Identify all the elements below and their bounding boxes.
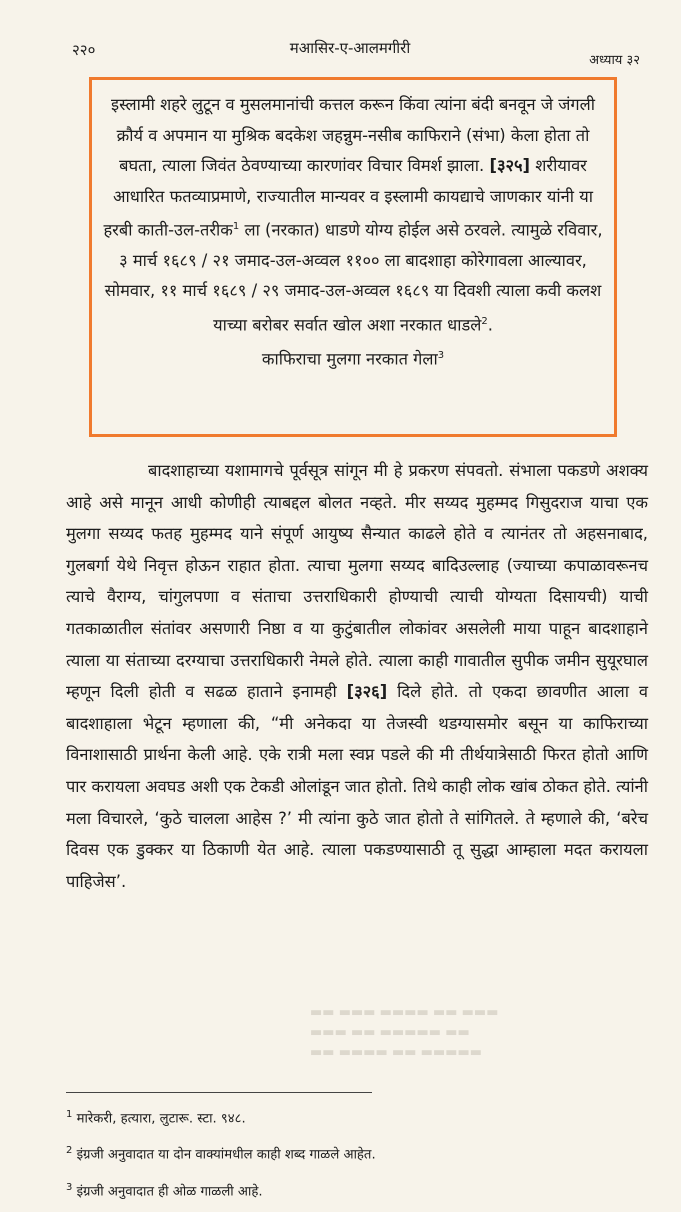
footnote-divider xyxy=(66,1092,372,1093)
page-number: २२० xyxy=(72,41,96,59)
footnote-text: इंग्रजी अनुवादात ही ओळ गाळली आहे. xyxy=(76,1184,263,1200)
body-part-1: बादशाहाच्या यशामागचे पूर्वसूत्र सांगून मी हे प्रकरण संपवतो. संभाला पकडणे अशक्य आहे असे मानून आधी कोणीही त्याबद्दल बोलत नव्हते. मीर सय्यद मुहम्मद गिसुदराज याचा एक मुलगा सय्यद फतह मुहम्मद याने संपूर्ण आयुष्य सैन्यात काढले होते व त्यानंतर तो अहसनाबाद, गुलबर्गा येथे निवृत्त होऊन राहात होता. त्याचा मुलगा सय्यद बादिउल्लाह (ज्याच्या कपाळावरूनच त्याचे वैराग्य, चांगुलपणा व संताचा उत्तराधिकारी होण्याची त्याची योग्यता दिसायची) याची गतकाळातील संतांवर असणारी निष्ठा व या कुटुंबातील लोकांवर असलेली माया पाहून बादशाहाने त्याला या संताच्या दरग्याचा उत्तराधिकारी नेमले होते. त्याला काही गावातील सुपीक जमीन सुयूरघाल म्हणून दिली होती व सढळ हाताने इनामही xyxy=(66,461,648,702)
passage-part-3: ला (नरकात) धाडणे योग्य होईल असे ठरवले. त्यामुळे रविवार, ३ मार्च १६८९ / २१ जमाद-उल-अव्वल ११०० ला बादशाहा कोरेगावला आल्यावर, सोमवार, ११ मार्च १६८९ / २९ जमाद-उल-अव्वल १६८९ या दिवशी त्याला कवी कलश याच्या बरोबर सर्वात खोल अशा नरकात धाडले xyxy=(104,220,603,335)
footnote-ref-1: 1 xyxy=(232,221,240,232)
body-paragraph xyxy=(66,455,648,897)
footnote-ref-3: 3 xyxy=(437,349,445,361)
passage-text xyxy=(102,90,604,341)
page-marker-325: [३२५] xyxy=(489,156,531,175)
passage-part-4: . xyxy=(487,315,493,335)
section-title-text: काफिराचा मुलगा नरकात गेला xyxy=(261,349,438,369)
running-title: मआसिर-ए-आलमगीरी xyxy=(289,39,411,57)
footnote-number: 1 xyxy=(66,1109,73,1120)
footnote-1 xyxy=(66,1103,656,1131)
footnote-text: इंग्रजी अनुवादात या दोन वाक्यांमधील काही शब्द गाळले आहेत. xyxy=(76,1147,376,1163)
page-marker-326: [३२६] xyxy=(346,682,388,702)
footnote-ref-2: 2 xyxy=(481,315,488,327)
bleed-through-text xyxy=(310,1003,610,1063)
bleed-through-line: ▬▬▬ ▬▬ ▬▬▬▬▬ ▬▬ xyxy=(310,1025,470,1040)
bleed-through-line: ▬▬ ▬▬▬ ▬▬▬▬ ▬▬ ▬▬▬ xyxy=(310,1005,499,1020)
footnote-number: 3 xyxy=(66,1181,73,1193)
highlighted-passage xyxy=(89,77,617,437)
footnote-text: मारेकरी, हत्यारा, लुटारू. स्टा. ९४८. xyxy=(76,1111,246,1127)
chapter-label: अध्याय ३२ xyxy=(589,53,640,68)
body-part-2: दिले होते. तो एकदा छावणीत आला व बादशाहाला भेटून म्हणाला की, “मी अनेकदा या तेजस्वी थडग्यासमोर बसून या काफिराच्या विनाशासाठी प्रार्थना केली आहे. एके रात्री मला स्वप्न पडले की मी तीर्थयात्रेसाठी फिरत होतो आणि पार करायला अवघड अशी एक टेकडी ओलांडून जात होतो. तिथे काही लोक खांब ठोकत होते. त्यांनी मला विचारले, ‘कुठे चालला आहेस ?’ मी त्यांना कुठे जात होतो ते सांगितले. ते म्हणाले की, ‘बरेच दिवस एक डुक्कर या ठिकाणी येत आहे. त्याला पकडण्यासाठी तू सुद्धा आम्हाला मदत करायला पाहिजेस’. xyxy=(66,682,648,891)
passage-part-1: इस्लामी शहरे लुटून व मुसलमानांची कत्तल करून किंवा त्यांना बंदी बनवून जे जंगली क्रौर्य व अपमान या मुश्रिक बदकेश जहन्नुम-नसीब काफिराने (संभा) केला होता तो बघता, त्याला जिवंत ठेवण्याच्या कारणांवर विचार विमर्श झाला. xyxy=(111,95,595,175)
footnote-number: 2 xyxy=(66,1145,73,1157)
bleed-through-line: ▬▬ ▬▬▬▬ ▬▬ ▬▬▬▬▬ xyxy=(310,1045,483,1060)
footnote-2 xyxy=(66,1139,656,1167)
passage-part-2: शरीयावर आधारित फतव्याप्रमाणे, राज्यातील मान्यवर व इस्लामी कायद्याचे जाणकार यांनी या हरबी काती-उल-तरीक xyxy=(103,156,593,240)
page-header xyxy=(60,34,640,68)
footnotes xyxy=(66,1103,656,1212)
section-title xyxy=(102,341,604,374)
